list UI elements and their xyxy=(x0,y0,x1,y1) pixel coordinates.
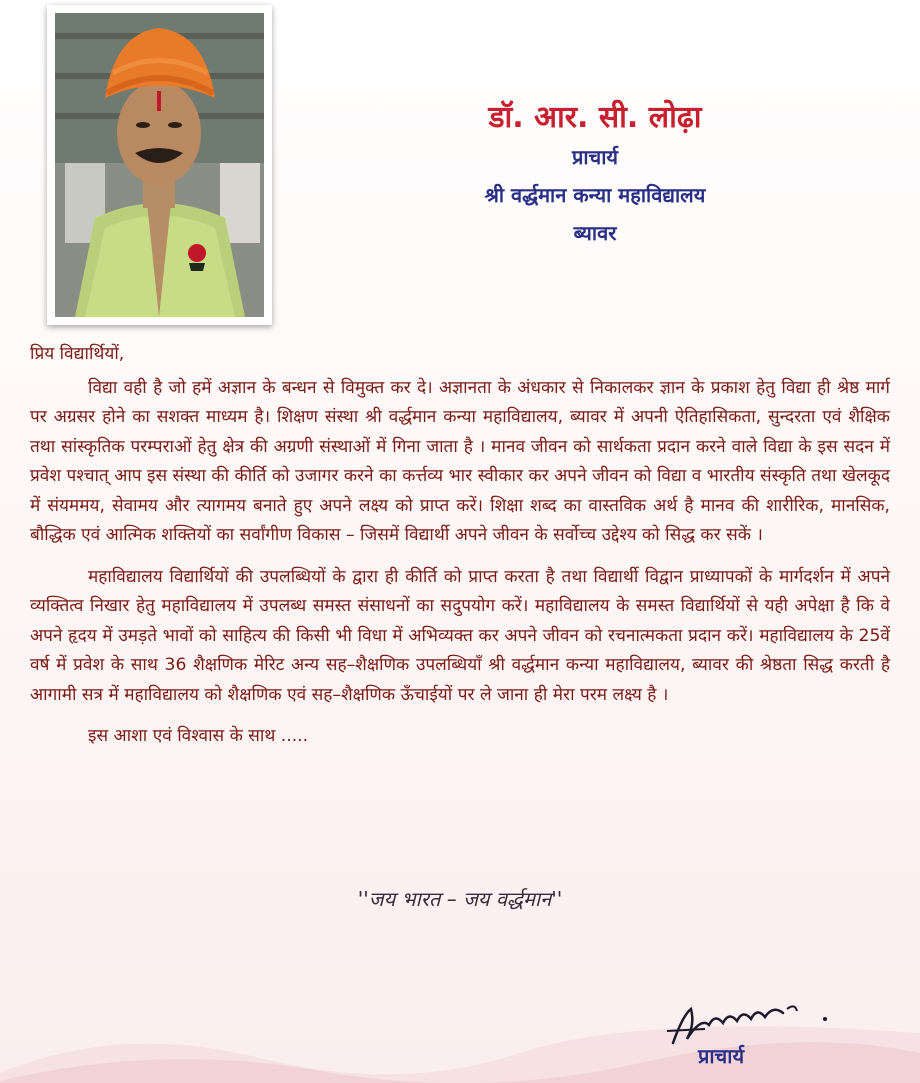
closing-line: इस आशा एवं विश्वास के साथ ..... xyxy=(88,726,309,746)
principal-photo xyxy=(47,5,272,325)
salutation: प्रिय विद्यार्थियों, xyxy=(30,344,125,364)
principal-designation: प्राचार्य xyxy=(571,145,619,169)
slogan: ''जय भारत – जय वर्द्धमान'' xyxy=(357,887,563,911)
principal-name: डॉ. आर. सी. लोढ़ा xyxy=(488,100,702,135)
message-paragraph-1: विद्या वही है जो हमें अज्ञान के बन्धन से विमुक्त कर दे। अज्ञानता के अंधकार से निकालकर ज्ञान के प्रकाश हेतु विद्या ही श्रेष्ठ मार्ग पर अग्रसर होने का सशक्त माध्यम है। शिक्षण संस्था श्री वर्द्धमान कन्या महाविद्यालय, ब्यावर में अपनी ऐतिहासिकता, सुन्दरता एवं शैक्षिक तथा सांस्कृतिक परम्पराओं हेतु क्षेत्र की अग्रणी संस्थाओं में गिना जाता है । मानव जीवन को सार्थकता प्रदान करने वाले विद्या के इस सदन में प्रवेश पश्चात् आप इस संस्था की कीर्ति को उजागर करने का कर्त्तव्य भार स्वीकार कर अपने जीवन को विद्या व भारतीय संस्कृति तथा खेलकूद में संयममय, सेवामय और त्यागमय बनाते हुए अपने लक्ष्य को प्राप्त करें। शिक्षा शब्द का वास्तविक अर्थ है मानव की शारीरिक, मानसिक, बौद्धिक एवं आत्मिक शक्तियों का सर्वांगीण विकास – जिसमें विद्यार्थी अपने जीवन के सर्वोच्च उद्देश्य को सिद्ध कर सकें । xyxy=(30,377,890,545)
college-name: श्री वर्द्धमान कन्या महाविद्यालय xyxy=(484,183,706,207)
signature-image xyxy=(665,995,855,1055)
principal-header xyxy=(380,98,810,252)
message-paragraph-2: महाविद्यालय विद्यार्थियों की उपलब्धियों के द्वारा ही कीर्ति को प्राप्त करता है तथा विद्यार्थी विद्वान प्राध्यापकों के मार्गदर्शन में अपने व्यक्तित्व निखार हेतु महाविद्यालय में उपलब्ध समस्त संसाधनों का सदुपयोग करें। महाविद्यालय के समस्त विद्यार्थियों से यही अपेक्षा है कि वे अपने हृदय में उमड़ते भावों को साहित्य की किसी भी विधा में अभिव्यक्त कर अपने जीवन को रचनात्मकता प्रदान करें। महाविद्यालय के 25वें वर्ष में प्रवेश के साथ 36 शैक्षणिक मेरिट अन्य सह–शैक्षणिक उपलब्धियाँ श्री वर्द्धमान कन्या महाविद्यालय, ब्यावर की श्रेष्ठता सिद्ध करती है आगामी सत्र में महाविद्यालय को शैक्षणिक एवं सह–शैक्षणिक ऊँचाईयों पर ले जाना ही मेरा परम लक्ष्य है । xyxy=(30,566,890,705)
principal-message xyxy=(30,340,890,752)
signature-label: प्राचार्य xyxy=(698,1044,745,1068)
college-city: ब्यावर xyxy=(573,221,617,245)
